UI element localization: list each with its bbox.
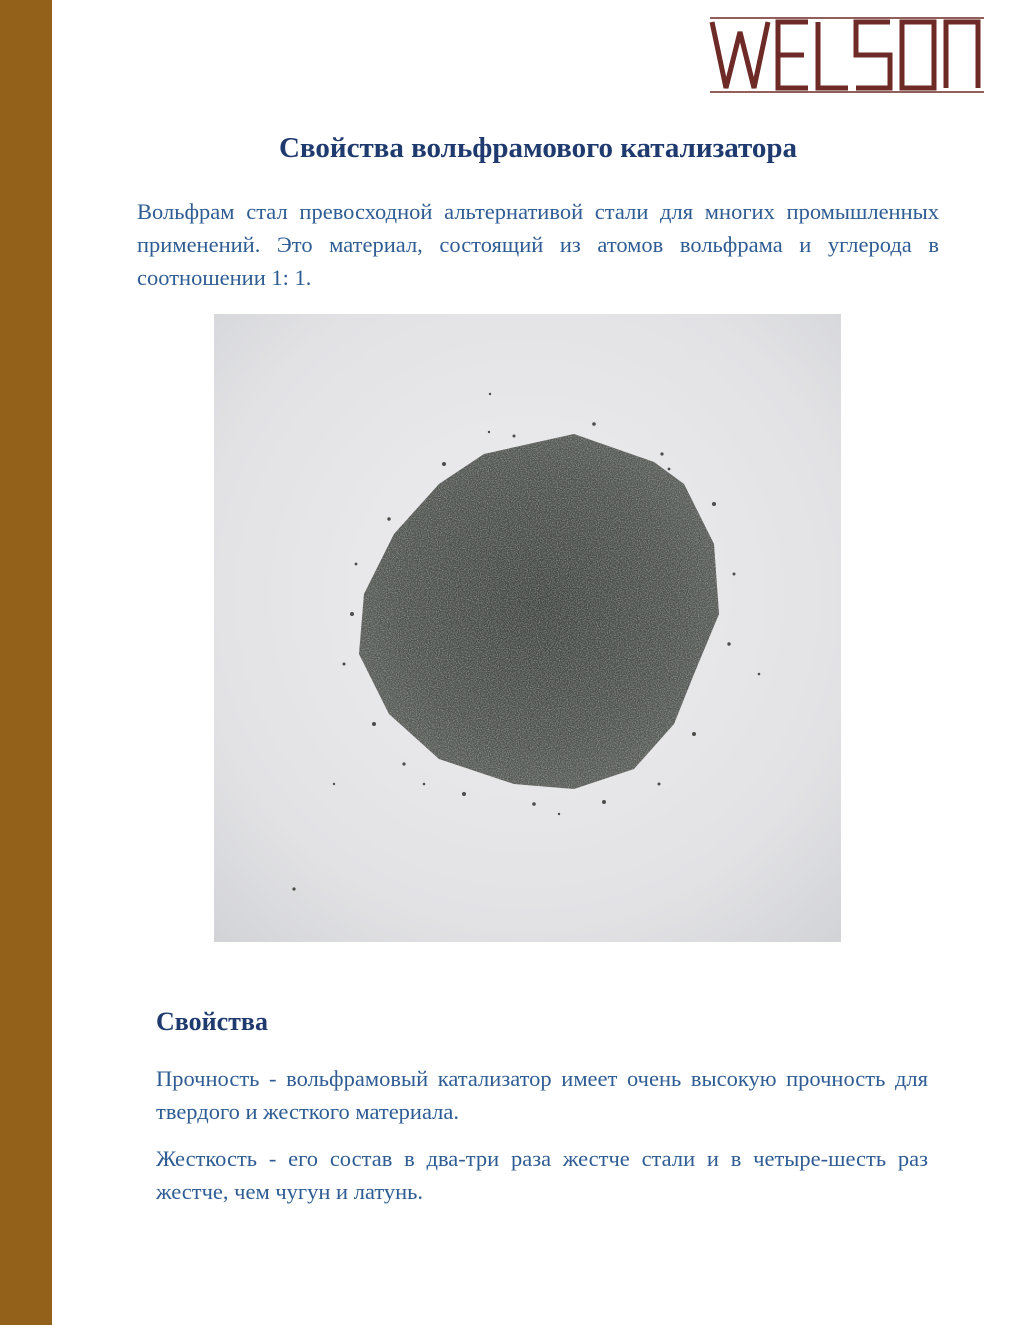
section-heading-properties: Свойства <box>156 1007 268 1036</box>
side-accent-bar <box>0 0 52 1325</box>
page-title: Свойства вольфрамового катализатора <box>278 132 798 164</box>
welson-logo <box>706 14 988 96</box>
property-rigidity: Жесткость - его состав в два-три раза жестче стали и в четыре-шесть раз жестче, чем чугун и латунь. <box>156 1146 928 1204</box>
powder-pile-image <box>214 314 841 942</box>
property-strength: Прочность - вольфрамовый катализатор имеет очень высокую прочность для твердого и жесткого материала. <box>156 1066 928 1124</box>
tungsten-catalyst-photo <box>214 314 841 942</box>
intro-paragraph: Вольфрам стал превосходной альтернативой стали для многих промышленных применений. Это материал, состоящий из атомов вольфрама и углерода в соотношении 1: 1. <box>137 199 939 290</box>
